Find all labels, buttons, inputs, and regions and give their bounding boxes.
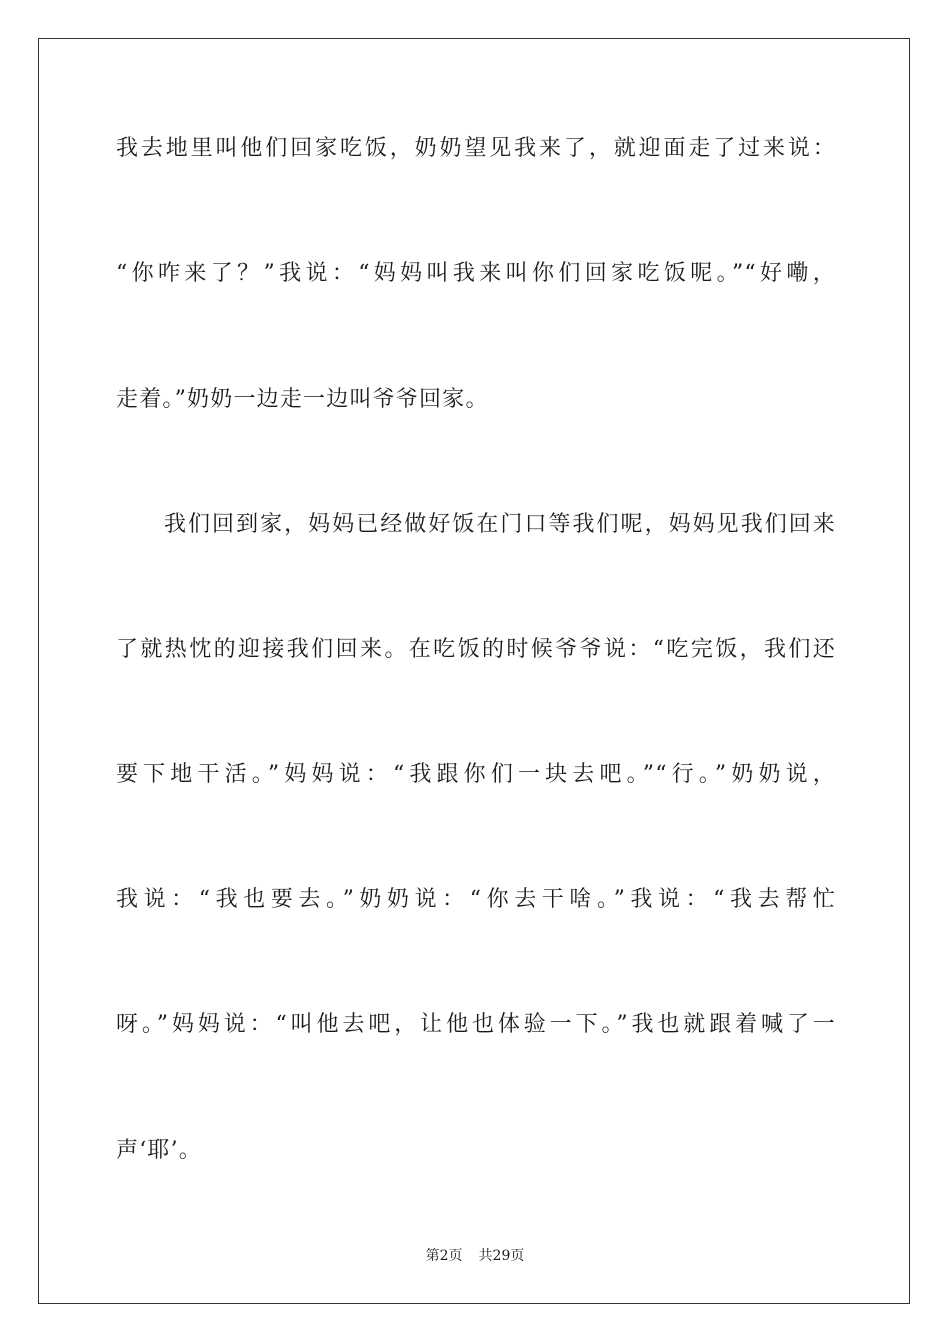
paragraph-line: 要下地干活。”妈妈说：“我跟你们一块去吧。”“行。”奶奶说， [116,762,836,787]
paragraph-line: 了就热忱的迎接我们回来。在吃饭的时候爷爷说：“吃完饭，我们还 [116,637,836,662]
paragraph-line: 我去地里叫他们回家吃饭，奶奶望见我来了，就迎面走了过来说： [116,136,836,161]
paragraph-line: 我说：“我也要去。”奶奶说：“你去干啥。”我说：“我去帮忙 [116,887,836,912]
paragraph-line: 走着。”奶奶一边走一边叫爷爷回家。 [116,387,489,412]
paragraph-line: 声‘耶’。 [116,1138,202,1163]
paragraph-line: 我们回到家，妈妈已经做好饭在门口等我们呢，妈妈见我们回来 [164,512,836,537]
page-footer [0,1246,950,1266]
page-border [38,38,910,1304]
page-number: 第2页 [425,1248,463,1264]
paragraph-line: 呀。”妈妈说：“叫他去吧，让他也体验一下。”我也就跟着喊了一 [116,1012,836,1037]
total-pages: 共29页 [478,1248,525,1264]
paragraph-line: “你咋来了？”我说：“妈妈叫我来叫你们回家吃饭呢。”“好嘞， [116,261,836,286]
